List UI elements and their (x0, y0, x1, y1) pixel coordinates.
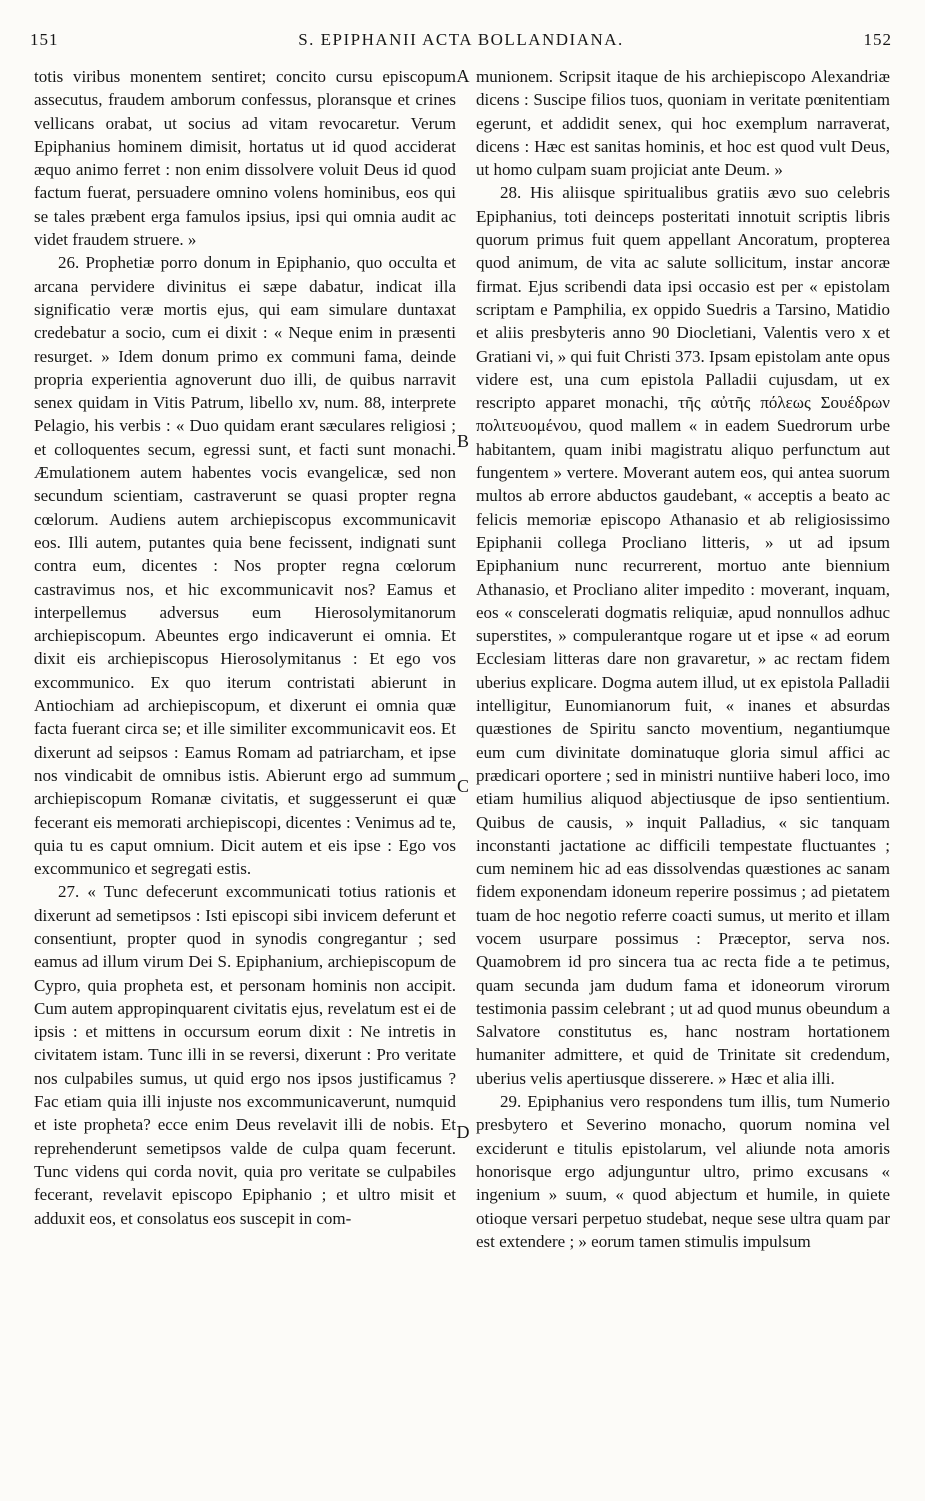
running-title: S. EPIPHANII ACTA BOLLANDIANA. (298, 30, 624, 49)
right-column (476, 65, 890, 1253)
paragraph: munionem. Scripsit itaque de his archiepiscopo Alexandriæ dicens : Suscipe filios tuos, quoniam in veritate pœnitentiam egerunt, et addidit senex, qui hoc exemplum narraverat, dicens : Hæc est sanitas hominis, et hoc est quod vult Deus, ut homo culpam suam projiciat ante Deum. » (476, 67, 890, 180)
paragraph-28: 28. His aliisque spiritualibus gratiis ævo suo celebris Epiphanius, toti deinceps posteritati innotuit scriptis libris quorum primus fuit quem appellant Ancoratum, propterea quod animum, de vita ac salute sollicitum, instar ancoræ firmat. Ejus scribendi data ipsi occasio est per « epistolam scriptam e Pamphilia, ex oppido Suedris a Tarsino, Matidio et aliis presbyteris anno 90 Diocletiani, Valentis vero x et Gratiani vi, » qui fuit Christi 373. Ipsam epistolam ante opus videre est, una cum epistola Palladii cujusdam, ut ex rescripto apparet monachi, τῆς αὐτῆς πόλεως Σουέδρων πολιτευομένου, quod mallem « in eadem Suedrorum urbe habitantem, quam inibi magistratu aliquo perfunctum aut fungentem » vertere. Moverant autem eos, qui antea suorum multos ab errore abductos gaudebant, « acceptis a beato ac felicis memoriæ episcopo Athanasio et ab religiosissimo Epiphanii collega Procliano litteris, » ut ad ipsum Epiphanium nunc recurrerent, mortuo ante biennium Athanasio, et Procliano aliter impedito : moverant, inquam, eos « conscelerati dogmatis reliquiæ, apud nonnullos adhuc superstites, » compulerantque rogare ut et ipse « ad eorum Ecclesiam litteras dare non gravaretur, » ac rectam fidem uberius explicare. Dogma autem illud, ut ex epistola Palladii intelligitur, Eunomianorum fuit, « inanes et absurdas quæstiones de Spiritu sancto moventium, negantiumque eum cum divinitate dominatuque gloria simul affici ac prædicari oportere ; sed in ministri nuntiive haberi loco, imo etiam humilius aliquod abjectiusque de ipso sentientium. Quibus de causis, » inquit Palladius, « sic tanquam inconstanti jactatione ac difficili tempestate fluctuantes ; cum neminem hic ad eas dissolvendas quæstiones ac sanam fidem exponendam idoneum reperire possimus ; ad pietatem tuam de hoc negotio referre coacti sumus, ut merito et illam vocem usurpare possimus : Præceptor, serva nos. Quamobrem id pro sincera tua ac recta fide a te petimus, quam secunda jam dudum fama et idoneorum virorum testimonia passim celebrant ; ut ad quod munus obeundum a Salvatore constitutus es, hanc nostram hortationem humaniter admittere, et quid de Trinitate sit credendum, uberius velis apertiusque disserere. » Hæc et alia illi. (476, 183, 890, 1088)
left-column (34, 65, 456, 1230)
paragraph-26: 26. Prophetiæ porro donum in Epiphanio, quo occulta et arcana pervidere divinitus ei sæpe dabatur, indicat illa significatio veræ mortis ejus, qui eam simulare duntaxat credebatur a socio, cum ei dixit : « Neque enim in præsenti resurget. » Idem donum primo ex communi fama, deinde propria experientia agnoverunt duo illi, de quibus narravit senex quidam in Vitis Patrum, libello xv, num. 88, interprete Pelagio, his verbis : « Duo quidam erant sæculares religiosi ; et colloquentes secum, egressi sunt, et facti sunt monachi. Æmulationem autem habentes vocis evangelicæ, sed non secundum scientiam, castraverunt se quasi propter regna cœlorum. Audiens autem archiepiscopus excommunicavit eos. Illi autem, putantes quia bene fecissent, indignati sunt contra eum, dicentes : Nos propter regna cœlorum castravimus nos, et hic excommunicavit nos? Eamus et interpellemus adversus eum Hierosolymitanorum archiepiscopum. Abeuntes ergo indicaverunt ei omnia. Et dixit eis archiepiscopus Hierosolymitanus : Et ego vos excommunico. Ex quo iterum contristati abierunt in Antiochiam ad archiepiscopum, et dixerunt ei omnia quæ facta fuerant circa se; et ille similiter excommunicavit eos. Et dixerunt ad seipsos : Eamus Romam ad patriarcham, et ipse nos vindicabit de omnibus istis. Abierunt ergo ad summum archiepiscopum Romanæ civitatis, et suggesserunt ei quæ fecerant eis memorati archiepiscopi, dicentes : Venimus ad te, quia tu es caput omnium. Dicit autem et eis ipse : Ego vos excommunico et segregati estis. (34, 253, 456, 879)
margin-letter-c: C (456, 776, 469, 796)
margin-letter-d: D (456, 1122, 470, 1142)
margin-letter-a: A (456, 66, 470, 86)
running-header (30, 30, 892, 54)
page-number-right: 152 (863, 30, 892, 49)
paragraph: totis viribus monentem sentiret; concito cursu episcopum assecutus, fraudem amborum confessus, ploransque et crines vellicans orabat, ut socius ad vitam revocaretur. Verum Epiphanius hominem dimisit, hortatus ut id quod acciderat æquo animo ferret : non enim dissolvere voluit Deus id quod factum fuerat, persuadere omnino volens hominibus, eos qui se tales præbent erga famulos ipsius, ipsi qui omnia audit ac videt fraudem struere. » (34, 67, 456, 250)
paragraph-29: 29. Epiphanius vero respondens tum illis, tum Numerio presbytero et Severino monacho, quorum nomina vel exciderunt e titulis epistolarum, vel aliunde nota amoris honorisque ergo adjunguntur ultro, primo excusans « ingenium » suum, « quod abjectum et humile, in quiete otioque versari perpetuo studebat, neque sese ultra quam par est extendere ; » eorum tamen stimulis impulsum (476, 1092, 890, 1251)
paragraph-27: 27. « Tunc defecerunt excommunicati totius rationis et dixerunt ad semetipsos : Isti episcopi sibi invicem deferunt et consentiunt, propter quod in synodis congregantur ; sed eamus ad illum virum Dei S. Epiphanium, archiepiscopum de Cypro, quia propheta est, et personam hominis non accipit. Cum autem appropinquarent civitatis ejus, revelatum est ei de ipsis : et mittens in occursum eorum dixit : Ne intretis in civitatem istam. Tunc illi in se reversi, dixerunt : Pro veritate nos culpabiles sumus, ut quid ergo nos ipsos justificamus ? Fac etiam quia illi injuste nos excommunicaverunt, numquid et iste propheta? ecce enim Deus revelavit illi de nobis. Et reprehenderunt semetipsos valde de culpa quam fecerunt. Tunc videns qui corda novit, quia pro veritate se culpabiles fecerant, revelavit episcopo Epiphanio ; et ultro misit et adduxit eos, et consolatus eos suscepit in com- (34, 882, 456, 1228)
margin-letter-b: B (456, 431, 469, 451)
page-number-left: 151 (30, 30, 59, 49)
